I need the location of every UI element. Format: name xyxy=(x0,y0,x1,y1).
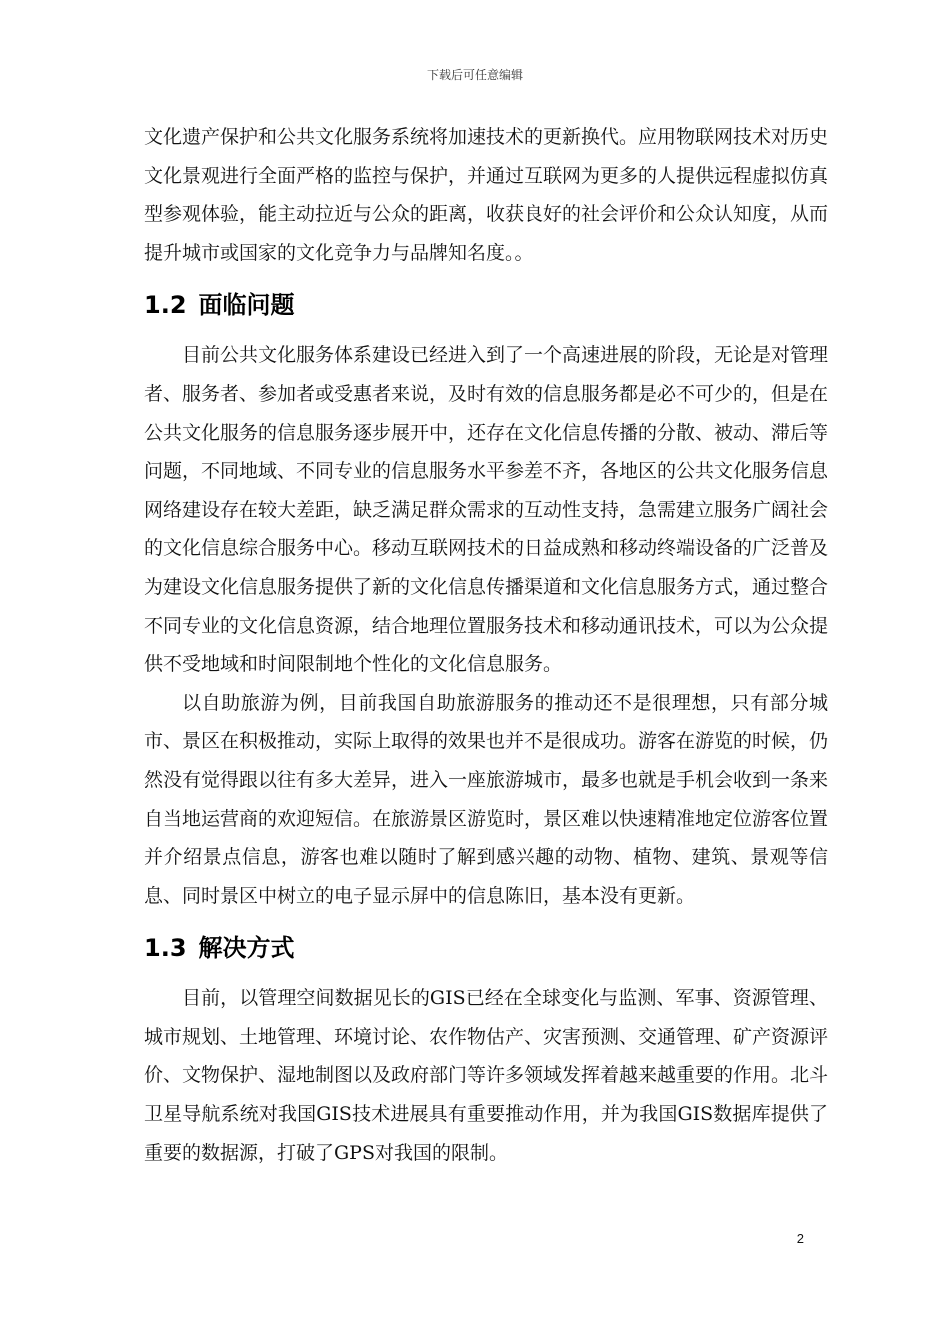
body-paragraph: 目前，以管理空间数据见长的GIS已经在全球变化与监测、军事、资源管理、城市规划、土地管理、环境讨论、农作物估产、灾害预测、交通管理、矿产资源评价、文物保护、湿地制图以及政府部门等许多领域发挥着越来越重要的作用。北斗卫星导航系统对我国GIS技术进展具有重要推动作用，并为我国GIS数据库提供了重要的数据源，打破了GPS对我国的限制。 xyxy=(144,987,829,1164)
section-number: 1.3 xyxy=(144,934,187,963)
section-number: 1.2 xyxy=(144,291,187,320)
page-content xyxy=(144,118,828,1172)
section-heading-1-2 xyxy=(144,282,828,328)
body-paragraph: 目前公共文化服务体系建设已经进入到了一个高速进展的阶段，无论是对管理者、服务者、参加者或受惠者来说，及时有效的信息服务都是必不可少的，但是在公共文化服务的信息服务逐步展开中，还存在文化信息传播的分散、被动、滞后等问题，不同地域、不同专业的信息服务水平参差不齐，各地区的公共文化服务信息网络建设存在较大差距，缺乏满足群众需求的互动性支持，急需建立服务广阔社会的文化信息综合服务中心。移动互联网技术的日益成熟和移动终端设备的广泛普及为建设文化信息服务提供了新的文化信息传播渠道和文化信息服务方式，通过整合不同专业的文化信息资源，结合地理位置服务技术和移动通讯技术，可以为公众提供不受地域和时间限制地个性化的文化信息服务。 xyxy=(144,344,829,676)
section-title: 面临问题 xyxy=(198,291,295,320)
page-number: 2 xyxy=(796,1231,804,1246)
section-title: 解决方式 xyxy=(198,934,295,963)
body-paragraph: 以自助旅游为例，目前我国自助旅游服务的推动还不是很理想，只有部分城市、景区在积极推动，实际上取得的效果也并不是很成功。游客在游览的时候，仍然没有觉得跟以往有多大差异，进入一座旅游城市，最多也就是手机会收到一条来自当地运营商的欢迎短信。在旅游景区游览时，景区难以快速精准地定位游客位置并介绍景点信息，游客也难以随时了解到感兴趣的动物、植物、建筑、景观等信息、同时景区中树立的电子显示屏中的信息陈旧，基本没有更新。 xyxy=(144,691,829,907)
page-header: 下载后可任意编辑 xyxy=(426,68,523,82)
section-heading-1-3 xyxy=(144,925,828,971)
intro-paragraph: 文化遗产保护和公共文化服务系统将加速技术的更新换代。应用物联网技术对历史文化景观进行全面严格的监控与保护，并通过互联网为更多的人提供远程虚拟仿真型参观体验，能主动拉近与公众的距离，收获良好的社会评价和公众认知度，从而提升城市或国家的文化竞争力与品牌知名度。。 xyxy=(144,126,829,264)
